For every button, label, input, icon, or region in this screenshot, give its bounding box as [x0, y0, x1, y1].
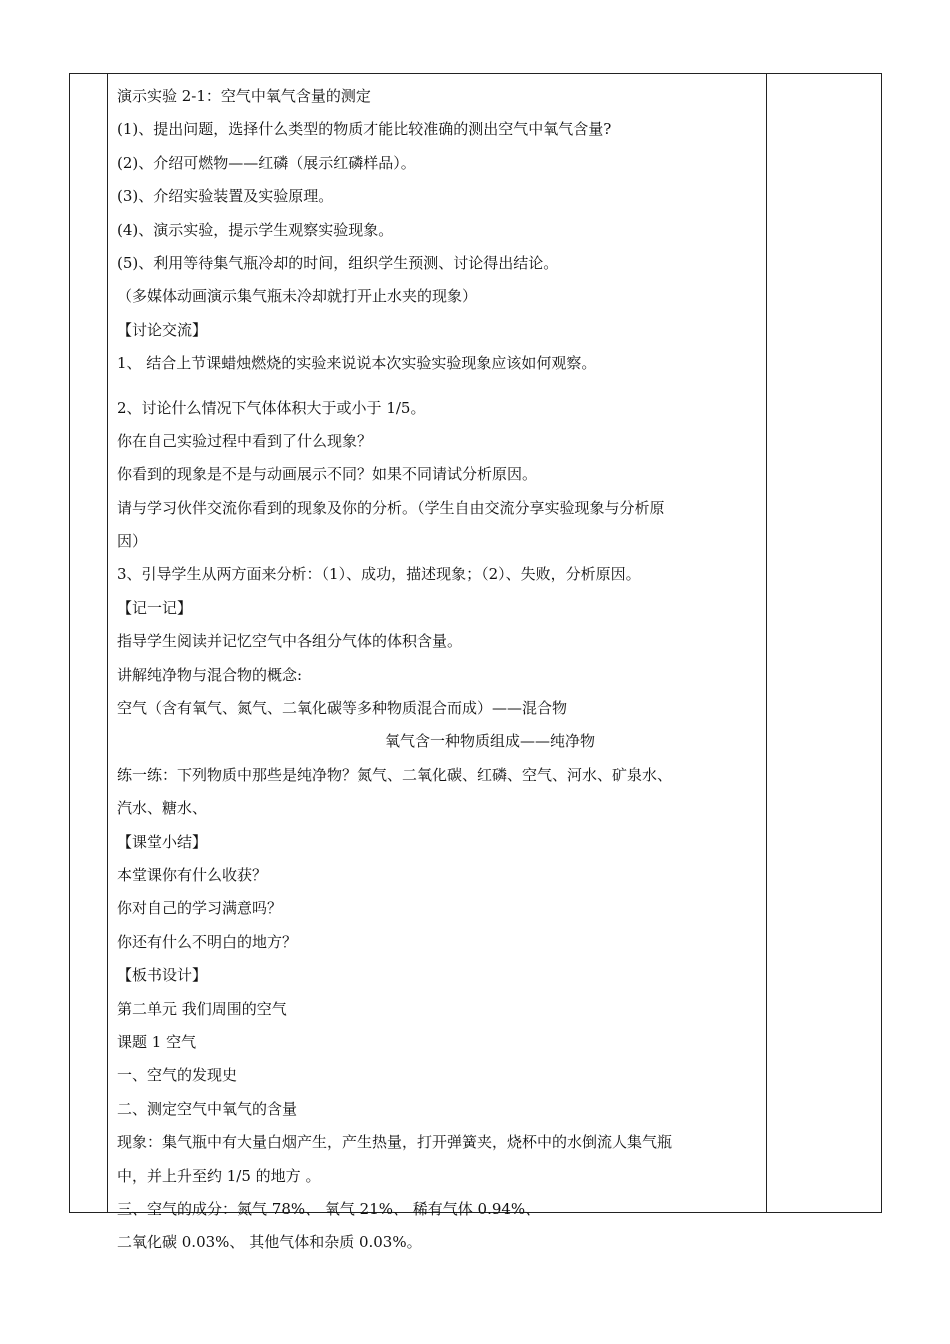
pure-substance-definition: 氧气含一种物质组成——纯净物	[385, 732, 596, 751]
section-heading-remember: 【记一记】	[117, 598, 193, 617]
section-heading-summary: 【课堂小结】	[117, 832, 208, 851]
remember-instruction: 指导学生阅读并记忆空气中各组分气体的体积含量。	[117, 632, 463, 651]
section-heading-discussion: 【讨论交流】	[117, 320, 208, 339]
discussion-item-1: 1、 结合上节课蜡烛燃烧的实验来说说本次实验实验现象应该如何观察。	[117, 354, 597, 373]
board-point-3-line-2: 二氧化碳 0.03%、 其他气体和杂质 0.03%。	[117, 1233, 422, 1252]
experiment-title: 演示实验 2-1：空气中氧气含量的测定	[117, 87, 371, 105]
summary-question-2: 你对自己的学习满意吗？	[117, 899, 283, 918]
discussion-exchange-line-2: 因）	[117, 532, 148, 551]
board-point-3-line-1: 三、空气的成分：氮气 78%、 氧气 21%、 稀有气体 0.94%、	[117, 1199, 541, 1218]
board-lesson-title: 课题 1 空气	[117, 1032, 197, 1051]
step-1: (1)、提出问题，选择什么类型的物质才能比较准确的测出空气中氧气含量?	[117, 120, 612, 139]
right-column-divider	[766, 74, 767, 1212]
practice-line-2: 汽水、糖水、	[117, 799, 208, 818]
board-unit-title: 第二单元 我们周围的空气	[117, 999, 287, 1018]
section-heading-board-design: 【板书设计】	[117, 966, 208, 985]
summary-question-1: 本堂课你有什么收获？	[117, 865, 268, 884]
step-4: (4)、演示实验，提示学生观察实验现象。	[117, 220, 394, 239]
step-5: (5)、利用等待集气瓶冷却的时间，组织学生预测、讨论得出结论。	[117, 253, 559, 272]
practice-line-1: 练一练：下列物质中那些是纯净物？氮气、二氧化碳、红磷、空气、河水、矿泉水、	[117, 765, 673, 784]
multimedia-note: （多媒体动画演示集气瓶未冷却就打开止水夹的现象）	[117, 287, 478, 306]
board-point-1: 一、空气的发现史	[117, 1066, 238, 1085]
step-2: (2)、介绍可燃物——红磷（展示红磷样品）。	[117, 153, 416, 172]
mixture-definition: 空气（含有氧气、氮气、二氧化碳等多种物质混合而成）——混合物	[117, 699, 568, 718]
summary-question-3: 你还有什么不明白的地方？	[117, 932, 298, 951]
left-column-divider	[107, 74, 108, 1212]
discussion-question-1: 你在自己实验过程中看到了什么现象？	[117, 431, 373, 450]
board-point-2: 二、测定空气中氧气的含量	[117, 1099, 298, 1118]
step-3: (3)、介绍实验装置及实验原理。	[117, 187, 334, 206]
discussion-item-2: 2、讨论什么情况下气体体积大于或小于 1/5。	[117, 398, 426, 417]
board-phenomenon-line-1: 现象：集气瓶中有大量白烟产生，产生热量，打开弹簧夹，烧杯中的水倒流人集气瓶	[117, 1133, 673, 1152]
lesson-content-cell	[117, 80, 765, 1260]
discussion-exchange-line-1: 请与学习伙伴交流你看到的现象及你的分析。（学生自由交流分享实验现象与分析原	[117, 498, 665, 517]
discussion-item-3: 3、引导学生从两方面来分析：（1）、成功，描述现象；（2）、失败，分析原因。	[117, 565, 641, 584]
board-phenomenon-line-2: 中，并上升至约 1/5 的地方 。	[117, 1166, 321, 1185]
discussion-question-2: 你看到的现象是不是与动画展示不同？如果不同请试分析原因。	[117, 465, 538, 484]
concept-intro: 讲解纯净物与混合物的概念:	[117, 665, 303, 684]
